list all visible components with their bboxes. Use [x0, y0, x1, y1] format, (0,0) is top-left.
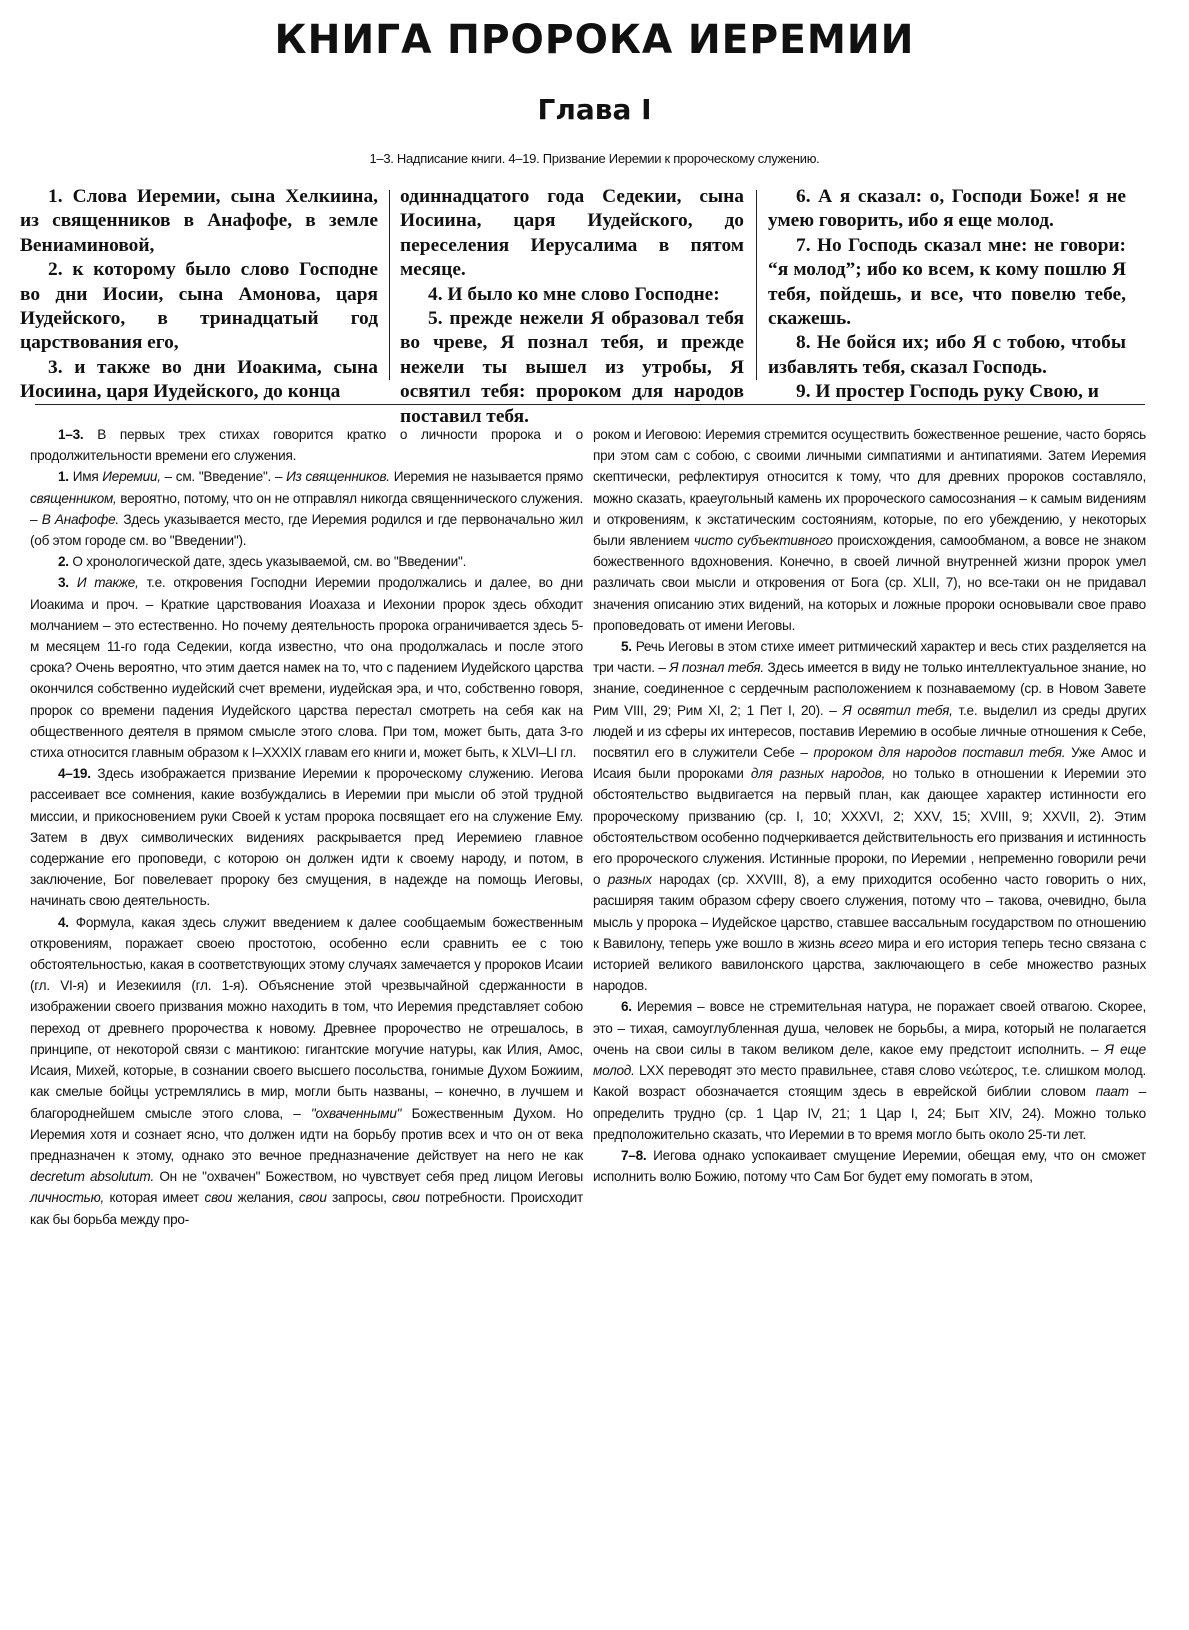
verse-text: 9. И простер Господь руку Свою, и: [796, 381, 1099, 403]
verse-column-3: [768, 185, 1126, 403]
commentary-paragraph: [593, 996, 1146, 1144]
verse-text: 2. к которому было слово Господне во дни Иосии, сына Амонова, царя Иудейского, в тринадцатый год царствования его,: [20, 259, 378, 354]
emphasis-text: свои: [204, 1190, 233, 1206]
text-run: роком и Иеговою: Иеремия стремится осуществить божественное решение, часто борясь при этом сам с собою, с своими личными симпатиями и антипатиями. Затем Иеремия скептически, рефлектируя относится к тому, что для древних пророков составляло, можно сказать, краеугольный камень их пророческого самосознания – к самым видениям и откровениям, к экстатическим состояниям, которые, по его убеждению, у некоторых были явлением: [593, 427, 1146, 549]
verse-text: 6. А я сказал: о, Господи Боже! я не умею говорить, ибо я еще молод.: [768, 186, 1126, 232]
verse-text: 5. прежде нежели Я образовал тебя во чреве, Я познал тебя, и прежде нежели ты вышел из утробы, Я освятил тебя: пророком для народов поставил тебя.: [400, 308, 744, 427]
verse-reference: 5.: [621, 639, 632, 655]
verse-reference: 2.: [58, 554, 69, 570]
emphasis-text: священником,: [30, 490, 117, 506]
text-run: но только в отношении к Иеремии это обстоятельство выдвигается на первый план, как дающее характер истинности его пророческому призванию (ср. I, 10; XXXVI, 2; XXV, 15; XVIII, 9; XXVII, 2). Этим обстоятельством особенно подчеркивается действительность его призвания и истинность его пророческого служения. Истинные пророки, по Иеремии , непременно говорили речи о: [593, 766, 1147, 888]
text-run: В первых трех стихах говорится кратко о личности пророка и о продолжительности времени его служения.: [30, 427, 583, 464]
text-run: т.е. откровения Господни Иеремии продолжались и далее, во дни Иоакима и проч. – Краткие царствования Иоахаза и Иехонии пророк здесь обходит молчанием – это естественно. Но почему деятельность пророка ограничивается здесь 5-м месяцем 11-го года Седекии, когда известно, что она продолжалась и после этого срока? Очень вероятно, что этим дается намек на то, что с падением Иудейского царства окончился собственно иудейский счет времени, иудейская эра, и что, собственно говоря, пророк со времени падения Иудейского царства перестал смотреть на себя как на общественного деятеля в прямом смысле этого слова. При том, может быть, дата 3-го стиха относится главным образом к I–XXXIX главам его книги и, может быть, к XLVI–LI гл.: [30, 575, 583, 761]
column-divider: [389, 190, 390, 380]
commentary-paragraph: [30, 912, 583, 1230]
commentary-paragraph: [593, 636, 1146, 996]
commentary-column-2: [593, 424, 1146, 1187]
text-run: запросы,: [326, 1190, 393, 1206]
verse-reference: 1.: [58, 469, 69, 485]
chapter-summary: 1–3. Надписание книги. 4–19. Призвание Иеремии к пророческому служению.: [369, 151, 820, 166]
section-divider: [35, 404, 1145, 405]
commentary-column-1: [30, 424, 583, 1230]
text-run: желания,: [232, 1190, 299, 1206]
verse-reference: 4.: [58, 914, 69, 930]
emphasis-text: пророком для народов поставил тебя.: [813, 745, 1066, 761]
verse-text: 7. Но Господь сказал мне: не говори: “я молод”; ибо ко всем, к кому пошлю Я тебя, пойдешь, и все, что повелю тебе, скажешь.: [768, 234, 1126, 330]
commentary-paragraph: [30, 572, 583, 763]
verse-reference: 7–8.: [621, 1147, 647, 1163]
emphasis-text: разных: [607, 872, 652, 888]
chapter-title: Глава I: [537, 93, 652, 126]
verse-reference: 4–19.: [58, 766, 91, 782]
emphasis-text: свои: [392, 1190, 420, 1206]
text-run: Здесь указывается место, где Иеремия родился и где первоначально жил (об этом городе см. во "Введении").: [30, 511, 583, 549]
emphasis-text: Из священников.: [286, 469, 390, 485]
text-run: народах (ср. XXVIII, 8), а ему приходится особенно часто говорить о них, расширяя таким образом сферу своего служения, потому что – такова, очевидно, была мысль у пророка – Иудейское царство, ставшее вассальным государством по отношению к Вавилону, теперь уже вошло в жизнь: [593, 872, 1146, 951]
text-run: Имя: [68, 469, 103, 485]
text-run: – см. "Введение". –: [160, 469, 287, 485]
text-run: Формула, какая здесь служит введением к далее сообщаемым божественным откровениям, поражает своею простотою, особенно если сравнить ее с тою обстоятельностью, какая в соответствующих этому случаях замечается у пророков Исаии (гл. VI-я) и Иезекииля (гл. 1-я). Объяснение этой чрезвычайной сдержанности в изображении своего призвания можно находить в том, что Иеремия представляет собою переход от древнего пророчества к новому. Древнее пророчество не отрешалось, в принципе, от некоторой связи с мантикою: гигантские могучие натуры, как Илия, Амос, Исаия, Михей, которые, в сознании своего высшего посольства, гонимые Духом Божиим, как смелые бойцы устремлялись в мир, могли быть названы, – конечно, в лучшем и благороднейшем смысле этого слова, –: [30, 914, 583, 1121]
commentary-paragraph: [30, 763, 583, 911]
verse-reference: 1–3.: [58, 427, 84, 442]
emphasis-text: decretum absolutum.: [30, 1169, 154, 1185]
verse-text: одиннадцатого года Седекии, сына Иосиина, царя Иудейского, до переселения Иерусалима в пятом месяце.: [400, 186, 744, 281]
text-run: вероятно, потому, что он не отправлял никогда священнического служения. –: [30, 490, 583, 527]
text-run: Иеремия не называется прямо: [389, 469, 584, 485]
emphasis-text: Иеремии,: [102, 469, 161, 485]
verse-text: 3. и также во дни Иоакима, сына Иосиина, царя Иудейского, до конца: [20, 356, 378, 403]
text-run: О хронологической дате, здесь указываемой, см. во "Введении".: [68, 554, 467, 570]
verse-column-2: [400, 185, 744, 427]
emphasis-text: всего: [839, 935, 874, 951]
text-run: Здесь изображается призвание Иеремии к пророческому служению. Иегова рассеивает все сомнения, какие возбуждались в Иеремии при мысли об этой трудной миссии, и прикосновением руки Своей к устам пророка посвящает его на служение Ему. Затем в двух символических видениях раскрывается пред Иеремиею главное содержание его проповеди, с которою он должен идти к своему народу, и потом, в заключение, Бог повелевает пророку без смущения, в надежде на помощь Иеговы, начинать свою деятельность.: [30, 766, 583, 909]
emphasis-text: Я еще молод.: [593, 1041, 1146, 1079]
emphasis-text: чисто субъективного: [693, 533, 833, 549]
commentary: [0, 424, 1189, 1624]
emphasis-text: паат: [1095, 1084, 1129, 1100]
commentary-paragraph: [593, 424, 1146, 636]
text-run: происхождения, самообманом, а вовсе не знаком божественного вдохновения. Конечно, в своей личной внутренней жизни пророк умел различать свои мысли и откровения от Бога (ср. XLII, 7), но все-таки он не придавал значения описанию этих видений, на которых и ложные пророки основывали свое право проповедовать от имени Иеговы.: [593, 533, 1146, 633]
verse-column-1: [20, 185, 378, 403]
emphasis-text: И также,: [68, 575, 139, 591]
text-run: Божественным Духом. Но Иеремия хотя и сознает ясно, что должен идти на борьбу против всех и что он от века предназначен к этому, однако это вечное предназначение действует на него не как: [30, 1105, 583, 1163]
bible-verses: [0, 185, 1189, 427]
text-run: Здесь имеется в виду не только интеллектуальное знание, но знание, соединенное с сердечным расположением к познаваемому (ср. в Новом Завете Рим VIII, 29; Рим XI, 2; 1 Пет I, 20). –: [593, 660, 1146, 718]
text-run: Иегова однако успокаивает смущение Иеремии, обещая ему, что он сможет исполнить волю Божию, потому что Сам Бог будет ему помогать в этом,: [593, 1147, 1146, 1185]
text-run: Речь Иеговы в этом стихе имеет ритмический характер и весь стих разделяется на три части. –: [593, 639, 1146, 676]
verse-text: 8. Не бойся их; ибо Я с тобою, чтобы избавлять тебя, сказал Господь.: [768, 332, 1126, 378]
text-run: мира и его история теперь тесно связана с историей великого вавилонского царства, заключающего в себе множество разных народов.: [593, 935, 1146, 994]
emphasis-text: личностью,: [30, 1190, 105, 1206]
text-run: т.е. выделил из среды других людей и из сферы их интересов, поставив Иеремию в особые личные отношения к Себе, посвятил его в служители Себе –: [593, 702, 1147, 761]
text-run: Он не "охвачен" Божеством, но чувствует себя пред лицом Иеговы: [154, 1169, 583, 1185]
emphasis-text: "охваченными": [310, 1105, 402, 1121]
commentary-paragraph: [30, 424, 583, 466]
text-run: LXX переводят это место правильнее, ставя слово νεώτερος, т.е. слишком молод. Какой возраст обозначается стоящим здесь в еврейской библии словом: [593, 1063, 1146, 1100]
emphasis-text: Я освятил тебя,: [842, 702, 953, 718]
commentary-paragraph: [30, 466, 583, 551]
commentary-paragraph: [593, 1145, 1146, 1187]
text-run: – определить трудно (ср. 1 Цар IV, 21; 1 Цар I, 24; Быт XIV, 24). Можно только предположительно сказать, что Иеремии в то время могло быть около 25-ти лет.: [593, 1084, 1146, 1142]
verse-reference: 3.: [58, 575, 69, 591]
text-run: которая имеет: [104, 1190, 205, 1206]
verse-text: 1. Слова Иеремии, сына Хелкиина, из священников в Анафофе, в земле Вениаминовой,: [20, 186, 378, 256]
emphasis-text: для разных народов,: [750, 766, 886, 782]
text-run: Иеремия – вовсе не стремительная натура, не поражает своей отвагою. Скорее, это – тихая, самоуглубленная душа, человек не борьбы, а мира, который не полагается очень на свои силы в таком великом деле, какое ему предстоит исполнить. –: [593, 999, 1146, 1057]
column-divider: [756, 190, 757, 380]
emphasis-text: В Анафофе.: [41, 511, 119, 527]
commentary-paragraph: [30, 551, 583, 572]
verse-text: 4. И было ко мне слово Господне:: [428, 283, 720, 305]
text-run: потребности. Происходит как бы борьба между про-: [30, 1190, 583, 1227]
verse-reference: 6.: [621, 999, 632, 1015]
emphasis-text: свои: [298, 1190, 327, 1206]
emphasis-text: Я познал тебя.: [669, 660, 764, 676]
book-title: КНИГА ПРОРОКА ИЕРЕМИИ: [274, 17, 915, 63]
text-run: Уже Амос и Исаия были пророками: [593, 745, 1146, 782]
